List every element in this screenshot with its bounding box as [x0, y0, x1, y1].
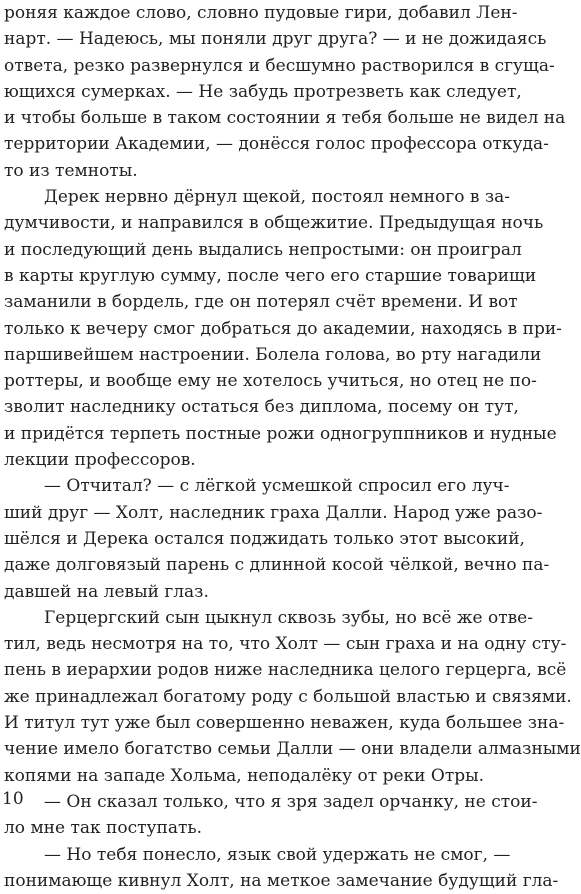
- text-line: шёлся и Дерека остался поджидать только этот высокий,: [4, 528, 525, 549]
- text-line: — Но тебя понесло, язык свой удержать не смог, —: [44, 844, 511, 865]
- text-line: роняя каждое слово, словно пудовые гири, добавил Лен-: [4, 3, 518, 23]
- text-line: то из темноты.: [4, 160, 138, 181]
- text-line: зволит наследнику остаться без диплома, посему он тут,: [4, 397, 519, 418]
- text-line: Герцергский сын цыкнул сквозь зубы, но всё же отве-: [44, 607, 533, 628]
- text-line: — Он сказал только, что я зря задел орчанку, не стои-: [44, 791, 538, 812]
- text-line: копями на западе Хольма, неподалёку от реки Отры.: [4, 765, 485, 786]
- text-line: чение имело богатство семьи Далли — они владели алмазными: [4, 739, 581, 760]
- text-line: нарт. — Надеюсь, мы поняли друг друга? — и не дожидаясь: [4, 29, 547, 50]
- text-line: ответа, резко развернулся и бесшумно растворился в сгуща-: [4, 55, 555, 76]
- text-line: в карты круглую сумму, после чего его старшие товарищи: [4, 265, 537, 286]
- text-line: заманили в бордель, где он потерял счёт времени. И вот: [4, 292, 518, 313]
- text-line: же принадлежал богатому роду с большой властью и связями.: [4, 686, 572, 707]
- text-line: паршивейшем настроении. Болела голова, во рту нагадили: [4, 344, 542, 365]
- text-line: даже долговязый парень с длинной косой чёлкой, вечно па-: [4, 555, 550, 576]
- text-line: тил, ведь несмотря на то, что Холт — сын граха и на одну сту-: [4, 634, 567, 655]
- text-line: роттеры, и вообще ему не хотелось учиться, но отец не по-: [4, 371, 537, 392]
- text-line: понимающе кивнул Холт, на меткое замечание будущий гла-: [4, 870, 559, 891]
- text-line: ший друг — Холт, наследник граха Далли. Народ уже разо-: [4, 502, 543, 523]
- text-line: ло мне так поступать.: [4, 818, 203, 839]
- text-line: и чтобы больше в таком состоянии я тебя больше не видел на: [4, 108, 566, 129]
- text-line: Дерек нервно дёрнул щекой, постоял немного в за-: [44, 187, 510, 208]
- text-line: давшей на левый глаз.: [4, 581, 209, 602]
- text-line: и последующий день выдались непростыми: он проиграл: [4, 239, 522, 260]
- text-line: и придётся терпеть постные рожи одногруппников и нудные: [4, 423, 557, 444]
- text-line: — Отчитал? — с лёгкой усмешкой спросил его луч-: [44, 476, 510, 497]
- text-line: ющихся сумерках. — Не забудь протрезветь как следует,: [4, 81, 522, 102]
- body-text: [4, 0, 581, 894]
- page-number: 10: [2, 789, 24, 809]
- text-line: И титул тут уже был совершенно неважен, куда большее зна-: [4, 713, 565, 734]
- text-line: лекции профессоров.: [4, 450, 196, 471]
- text-line: территории Академии, — донёсся голос профессора откуда-: [4, 134, 549, 155]
- text-line: только к вечеру смог добраться до академии, находясь в при-: [4, 318, 562, 339]
- text-line: думчивости, и направился в общежитие. Предыдущая ночь: [4, 213, 544, 234]
- text-line: пень в иерархии родов ниже наследника целого герцерга, всё: [4, 660, 567, 681]
